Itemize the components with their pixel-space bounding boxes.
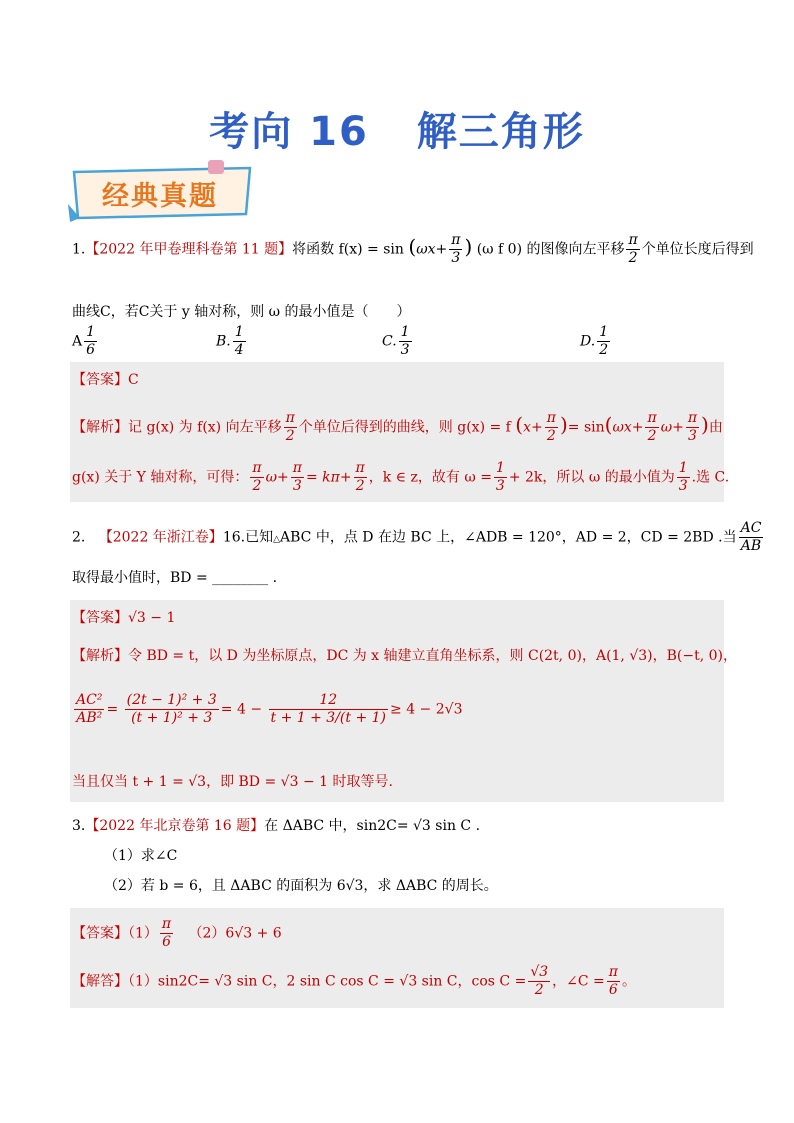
page-title: 考向 16 解三角形	[209, 109, 585, 155]
q3-sub2: （2）若 b = 6，且 ΔABC 的面积为 6√3，求 ΔABC 的周长。	[104, 878, 498, 894]
option-d: D. $\frac{1}{2}$	[580, 324, 609, 358]
q3-analysis: 【解答】（1）sin2C= √3 sin C，2 sin C cos C = √3 sin C，cos C = $\frac{√3}{2}$ ，∠C = $\frac{\pi}{6}$ 。	[72, 964, 636, 998]
option-c: C. $\frac{1}{3}$	[382, 324, 410, 358]
q1-line2: 曲线C，若C关于 y 轴对称，则 ω 的最小值是（ ）	[72, 304, 411, 320]
q3-sub1: （1）求∠C	[104, 848, 178, 864]
option-a: A $\frac{1}{6}$	[72, 324, 96, 358]
option-b: B. $\frac{1}{4}$	[216, 324, 244, 358]
q2-line1: 2. 【2022 年浙江卷】16.已知△ABC 中，点 D 在边 BC 上，∠ADB = 120°，AD = 2，CD = 2BD .当 $\frac{AC}{AB}$	[72, 520, 762, 554]
q2-line2: 取得最小值时，BD = ________ .	[72, 570, 278, 586]
q2-analysis-line1: 【解析】令 BD = t，以 D 为坐标原点，DC 为 x 轴建立直角坐标系，则 C(2t, 0)，A(1, √3)，B(−t, 0)，	[72, 648, 737, 664]
q2-analysis-formula: $\frac{\text{AC²}}{\text{AB²}}$ = $\frac{\text{(2t − 1)² + 3}}{\text{(t + 1)² + 3}}$ = 4 − $\frac{12}{t + 1 + 3/(t + 1)}$ ≥ 4 − 2√3	[76, 692, 463, 726]
q3-line1: 3.【2022 年北京卷第 16 题】在 ΔABC 中，sin2C= √3 sin C .	[72, 818, 481, 834]
banner-label: 经典真题	[102, 181, 218, 212]
q1-answer: 【答案】C	[72, 372, 139, 388]
section-banner	[66, 160, 256, 226]
q1-analysis-line1: 【解析】记 g(x) 为 f(x) 向左平移 $\frac{\pi}{2}$ 个单位后得到的曲线，则 g(x) = f (x+ $\frac{\pi}{2}$ )= sin(ωx+ $\frac{\pi}{2}$ ω+ $\frac{\pi}{3}$ )由	[72, 410, 723, 444]
q1-analysis-line2: g(x) 关于 Y 轴对称，可得： $\frac{\pi}{2}$ ω+ $\frac{\pi}{3}$ = kπ+ $\frac{\pi}{2}$ ，k ∈ z，故有 ω = $\frac{1}{3}$ + 2k，所以 ω 的最小值为 $\frac{1}{3}$ .选 C.	[72, 460, 730, 494]
q2-analysis-line3: 当且仅当 t + 1 = √3，即 BD = √3 − 1 时取等号.	[72, 774, 393, 790]
q1-line1: 1.【2022 年甲卷理科卷第 11 题】将函数 f(x) = sin (ωx+ $\frac{\pi}{3}$ ) (ω f 0) 的图像向左平移 $\frac{\pi}{2}$ 个单位长度后得到	[72, 232, 754, 266]
q3-answer: 【答案】（1） $\frac{\pi}{6}$ （2）6√3 + 6	[72, 916, 282, 950]
q2-answer: 【答案】√3 − 1	[72, 610, 176, 626]
